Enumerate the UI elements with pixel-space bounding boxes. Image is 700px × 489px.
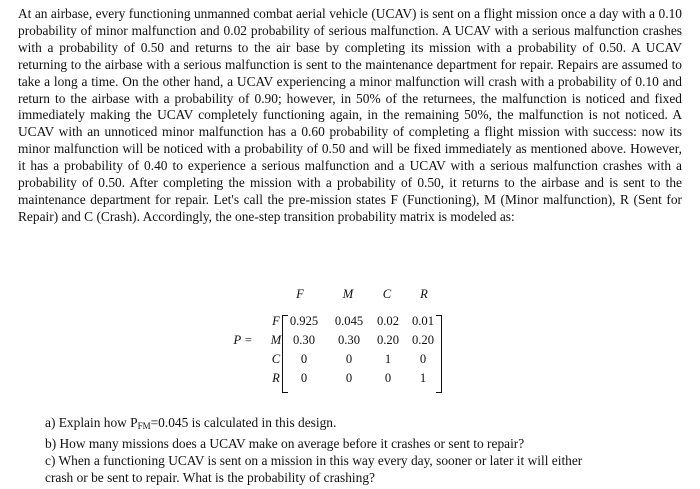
questions-list: [45, 414, 685, 486]
matrix-cell: 0: [300, 352, 308, 366]
row-header-r: R: [272, 371, 280, 385]
matrix-cell: 0: [300, 371, 308, 385]
question-a-suffix: =0.045 is calculated in this design.: [150, 415, 337, 430]
col-header-c: C: [382, 287, 392, 301]
row-header-f: F: [272, 314, 280, 328]
matrix-cell: 0.925: [289, 314, 319, 328]
col-header-m: M: [342, 287, 354, 301]
col-header-r: R: [420, 287, 428, 301]
row-header-m: M: [270, 333, 282, 347]
matrix-cell: 0: [419, 352, 427, 366]
matrix-cell: 1: [419, 371, 427, 385]
question-b: b) How many missions does a UCAV make on average before it crashes or sent to repair?: [45, 436, 525, 451]
question-c-line1: c) When a functioning UCAV is sent on a mission in this way every day, sooner or later it will either: [45, 453, 583, 468]
matrix-cell: 0: [345, 352, 353, 366]
question-a-prefix: a) Explain how P: [45, 415, 138, 430]
matrix-cell: 0.20: [411, 333, 435, 347]
matrix-cell: 0: [384, 371, 392, 385]
matrix-cell: 0.01: [411, 314, 435, 328]
matrix-cell: 0.30: [337, 333, 361, 347]
problem-paragraph: At an airbase, every functioning unmanned combat aerial vehicle (UCAV) is sent on a flight mission once a day with a 0.10 probability of minor malfunction and 0.02 probability of serious malfunction. A UCAV with a serious malfunction crashes with a probability of 0.50 and returns to the air base by completing its mission with a probability of 0.50. A UCAV returning to the airbase with a serious malfunction is sent to the maintenance department for repair. Repairs are assumed to take a long a time. On the other hand, a UCAV experiencing a minor malfunction will crash with a probability of 0.10 and return to the airbase with a probability of 0.90; however, in 50% of the returnees, the malfunction is noticed and fixed immediately making the UCAV completely functioning again, in the remaining 50%, the malfunction is not noticed. A UCAV with an unnoticed minor malfunction has a 0.60 probability of completing a flight mission with success: now its minor malfunction will be noticed with a probability of 0.50 and will be fixed immediately as mentioned above. However, it has a probability of 0.40 to experience a serious malfunction and a UCAV with a serious malfunction crashes with a probability of 0.50. After completing the mission with a probability of 0.50, it returns to the airbase and is sent to the maintenance department for repair. Let's call the pre-mission states F (Functioning), M (Minor malfunction), R (Sent for Repair) and C (Crash). Accordingly, the one-step transition probability matrix is modeled as:: [18, 6, 682, 224]
matrix-cell: 0.02: [376, 314, 400, 328]
matrix-cell: 1: [384, 352, 392, 366]
question-c-line2: crash or be sent to repair. What is the probability of crashing?: [45, 470, 375, 485]
question-a: [45, 414, 685, 435]
matrix-cell: 0: [345, 371, 353, 385]
matrix-cell: 0.30: [292, 333, 316, 347]
row-header-c: C: [271, 352, 281, 366]
matrix-cell: 0.045: [334, 314, 364, 328]
col-header-f: F: [296, 287, 304, 301]
question-a-subscript: FM: [137, 421, 151, 431]
matrix-cell: 0.20: [376, 333, 400, 347]
matrix-label: P =: [233, 333, 253, 347]
